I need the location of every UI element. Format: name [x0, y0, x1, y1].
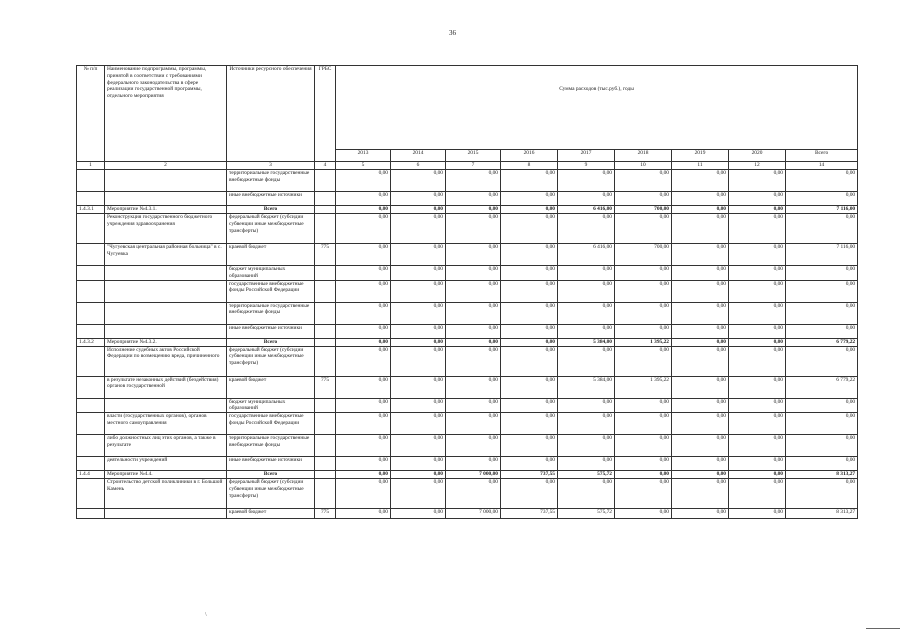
row-grbs: 775	[315, 244, 336, 266]
row-value: 0,00	[446, 266, 501, 281]
row-name	[105, 192, 227, 206]
row-value: 0,00	[446, 479, 501, 509]
row-value: 0,00	[501, 192, 558, 206]
row-number	[77, 509, 105, 519]
row-value: 0,00	[672, 346, 729, 376]
row-value: 0,00	[336, 206, 391, 214]
row-value: 0,00	[501, 244, 558, 266]
column-number: 6	[391, 162, 446, 170]
row-number	[77, 192, 105, 206]
scan-dash	[866, 628, 900, 629]
row-grbs	[315, 192, 336, 206]
row-value: 0,00	[729, 471, 786, 479]
row-value: 0,00	[336, 398, 391, 413]
row-value: 0,00	[446, 346, 501, 376]
row-number	[77, 170, 105, 192]
column-number: 14	[786, 162, 858, 170]
row-source: краевой бюджет	[227, 376, 315, 398]
column-number: 9	[558, 162, 615, 170]
row-value: 6 779,22	[786, 338, 858, 346]
row-value: 0,00	[615, 266, 672, 281]
row-value: 0,00	[729, 435, 786, 457]
row-value: 0,00	[558, 170, 615, 192]
row-value: 737,55	[501, 471, 558, 479]
row-number	[77, 244, 105, 266]
row-value: 0,00	[558, 346, 615, 376]
row-value: 0,00	[615, 435, 672, 457]
table-row	[77, 435, 858, 457]
row-number	[77, 214, 105, 244]
header-year-1: 2014	[391, 150, 446, 162]
row-number	[77, 266, 105, 281]
row-name	[105, 509, 227, 519]
row-value: 0,00	[672, 509, 729, 519]
row-value: 0,00	[501, 457, 558, 471]
row-grbs	[315, 324, 336, 338]
row-value: 0,00	[615, 170, 672, 192]
row-value: 0,00	[672, 266, 729, 281]
row-number	[77, 324, 105, 338]
table-row	[77, 266, 858, 281]
row-value: 0,00	[615, 302, 672, 324]
row-value: 0,00	[729, 338, 786, 346]
row-source: территориальные государственные внебюджетные фонды	[227, 302, 315, 324]
row-value: 0,00	[786, 266, 858, 281]
row-number: 1.4.3.2	[77, 338, 105, 346]
row-grbs	[315, 214, 336, 244]
row-value: 0,00	[391, 479, 446, 509]
row-value: 0,00	[672, 302, 729, 324]
table-row	[77, 214, 858, 244]
row-grbs	[315, 457, 336, 471]
row-value: 7 116,00	[786, 206, 858, 214]
row-value: 0,00	[672, 413, 729, 435]
row-value: 0,00	[558, 398, 615, 413]
row-value: 0,00	[615, 280, 672, 302]
row-value: 0,00	[336, 266, 391, 281]
header-year-6: 2019	[672, 150, 729, 162]
row-number: 1.4.3.1	[77, 206, 105, 214]
row-name	[105, 302, 227, 324]
row-number	[77, 346, 105, 376]
row-value: 0,00	[672, 206, 729, 214]
row-value: 0,00	[558, 302, 615, 324]
row-value: 0,00	[501, 206, 558, 214]
row-value: 0,00	[336, 280, 391, 302]
row-value: 1 395,22	[615, 376, 672, 398]
column-number: 2	[105, 162, 227, 170]
row-value: 0,00	[501, 280, 558, 302]
row-value: 0,00	[336, 346, 391, 376]
row-grbs	[315, 170, 336, 192]
table-row	[77, 413, 858, 435]
header-year-4: 2017	[558, 150, 615, 162]
row-value: 0,00	[501, 376, 558, 398]
row-value: 0,00	[729, 266, 786, 281]
table-row	[77, 302, 858, 324]
row-value: 0,00	[786, 435, 858, 457]
row-source: Всего	[227, 206, 315, 214]
column-number: 4	[315, 162, 336, 170]
row-value: 0,00	[391, 435, 446, 457]
row-value: 0,00	[615, 413, 672, 435]
table-row	[77, 192, 858, 206]
row-name	[105, 170, 227, 192]
row-value: 0,00	[391, 170, 446, 192]
row-value: 0,00	[391, 266, 446, 281]
row-value: 0,00	[501, 346, 558, 376]
row-grbs	[315, 302, 336, 324]
header-grbs: ГРБС	[315, 66, 336, 162]
column-number: 3	[227, 162, 315, 170]
column-number: 8	[501, 162, 558, 170]
row-value: 0,00	[391, 398, 446, 413]
column-number: 1	[77, 162, 105, 170]
row-value: 0,00	[391, 206, 446, 214]
row-value: 0,00	[336, 435, 391, 457]
row-number	[77, 302, 105, 324]
row-value: 0,00	[729, 170, 786, 192]
column-number: 10	[615, 162, 672, 170]
column-number: 5	[336, 162, 391, 170]
row-value: 0,00	[672, 479, 729, 509]
row-name: Мероприятие №4.4.	[105, 471, 227, 479]
row-grbs	[315, 479, 336, 509]
row-value: 0,00	[672, 192, 729, 206]
header-year-0: 2013	[336, 150, 391, 162]
row-value: 8 313,27	[786, 509, 858, 519]
row-grbs	[315, 413, 336, 435]
row-value: 0,00	[501, 479, 558, 509]
row-name: деятельности учреждений	[105, 457, 227, 471]
row-value: 0,00	[615, 471, 672, 479]
header-sum: Сумма расходов (тыс.руб.), годы	[336, 66, 858, 150]
row-value: 0,00	[558, 457, 615, 471]
row-value: 0,00	[729, 214, 786, 244]
table-row	[77, 346, 858, 376]
row-value: 6 779,22	[786, 376, 858, 398]
row-source: краевой бюджет	[227, 509, 315, 519]
table-row	[77, 471, 858, 479]
row-value: 0,00	[672, 338, 729, 346]
row-value: 0,00	[391, 324, 446, 338]
row-value: 0,00	[336, 324, 391, 338]
row-value: 0,00	[786, 192, 858, 206]
row-value: 0,00	[391, 280, 446, 302]
row-value: 0,00	[672, 244, 729, 266]
row-source: территориальные государственные внебюджетные фонды	[227, 435, 315, 457]
row-source: территориальные государственные внебюджетные фонды	[227, 170, 315, 192]
row-value: 0,00	[615, 457, 672, 471]
row-value: 0,00	[336, 192, 391, 206]
row-value: 0,00	[391, 346, 446, 376]
header-year-7: 2020	[729, 150, 786, 162]
header-name: Наименование подпрограммы, программы, принятой в соответствии с требованиями федерального законодательства в сфере реализации государственной программы, отдельного мероприятия	[105, 66, 227, 162]
row-value: 6 416,00	[558, 206, 615, 214]
header-year-5: 2018	[615, 150, 672, 162]
row-value: 0,00	[501, 324, 558, 338]
row-value: 0,00	[446, 280, 501, 302]
row-value: 0,00	[446, 435, 501, 457]
table-row	[77, 324, 858, 338]
row-name	[105, 280, 227, 302]
row-value: 737,55	[501, 509, 558, 519]
row-source: иные внебюджетные источники	[227, 192, 315, 206]
row-source: иные внебюджетные источники	[227, 324, 315, 338]
row-value: 0,00	[336, 376, 391, 398]
row-name: власти (государственных органов), органов местного самоуправления	[105, 413, 227, 435]
table-row	[77, 280, 858, 302]
row-value: 0,00	[336, 457, 391, 471]
row-value: 0,00	[729, 244, 786, 266]
row-value: 0,00	[558, 214, 615, 244]
row-value: 5 384,00	[558, 376, 615, 398]
row-value: 0,00	[615, 346, 672, 376]
row-value: 0,00	[501, 170, 558, 192]
table-row	[77, 170, 858, 192]
row-source: иные внебюджетные источники	[227, 457, 315, 471]
row-name: Исполнение судебных актов Российской Федерации по возмещению вреда, причиненного	[105, 346, 227, 376]
row-value: 0,00	[336, 509, 391, 519]
row-value: 0,00	[336, 244, 391, 266]
row-value: 0,00	[336, 302, 391, 324]
row-grbs	[315, 338, 336, 346]
row-value: 0,00	[672, 214, 729, 244]
row-grbs: 775	[315, 376, 336, 398]
row-value: 0,00	[446, 338, 501, 346]
row-value: 0,00	[558, 435, 615, 457]
row-value: 0,00	[558, 192, 615, 206]
row-value: 0,00	[786, 413, 858, 435]
row-value: 0,00	[446, 398, 501, 413]
row-value: 0,00	[615, 479, 672, 509]
row-number	[77, 479, 105, 509]
row-source: Всего	[227, 471, 315, 479]
row-value: 0,00	[446, 244, 501, 266]
row-value: 0,00	[446, 192, 501, 206]
row-number	[77, 457, 105, 471]
row-value: 7 116,00	[786, 244, 858, 266]
row-value: 0,00	[336, 214, 391, 244]
scan-mark: \	[205, 612, 207, 618]
row-name	[105, 266, 227, 281]
row-grbs	[315, 398, 336, 413]
row-grbs	[315, 206, 336, 214]
row-number: 1.4.4	[77, 471, 105, 479]
row-value: 0,00	[446, 214, 501, 244]
row-value: 0,00	[672, 457, 729, 471]
budget-table	[76, 65, 858, 519]
row-source: государственные внебюджетные фонды Российской Федерации	[227, 413, 315, 435]
page-number: 36	[449, 29, 456, 37]
row-value: 0,00	[501, 302, 558, 324]
row-value: 0,00	[391, 457, 446, 471]
row-value: 0,00	[672, 398, 729, 413]
row-value: 575,72	[558, 471, 615, 479]
row-value: 0,00	[729, 509, 786, 519]
row-value: 8 313,27	[786, 471, 858, 479]
table-row	[77, 244, 858, 266]
row-value: 0,00	[615, 324, 672, 338]
row-source: краевой бюджет	[227, 244, 315, 266]
table-row	[77, 338, 858, 346]
row-value: 0,00	[729, 376, 786, 398]
row-name	[105, 324, 227, 338]
row-grbs: 775	[315, 509, 336, 519]
row-value: 0,00	[729, 413, 786, 435]
header-year-2: 2015	[446, 150, 501, 162]
row-name: Мероприятие №4.3.2.	[105, 338, 227, 346]
header-num: № п/п	[77, 66, 105, 162]
row-value: 0,00	[672, 324, 729, 338]
row-value: 0,00	[391, 376, 446, 398]
row-value: 0,00	[786, 479, 858, 509]
row-value: 700,00	[615, 244, 672, 266]
row-number	[77, 376, 105, 398]
row-value: 0,00	[446, 302, 501, 324]
row-value: 0,00	[336, 338, 391, 346]
row-value: 0,00	[786, 457, 858, 471]
row-value: 0,00	[391, 471, 446, 479]
row-source: Всего	[227, 338, 315, 346]
row-grbs	[315, 471, 336, 479]
row-grbs	[315, 280, 336, 302]
row-number	[77, 398, 105, 413]
row-value: 700,00	[615, 206, 672, 214]
row-value: 0,00	[501, 266, 558, 281]
row-value: 0,00	[501, 214, 558, 244]
table-row	[77, 509, 858, 519]
row-value: 0,00	[786, 214, 858, 244]
column-number: 11	[672, 162, 729, 170]
row-value: 0,00	[729, 324, 786, 338]
row-value: 0,00	[672, 435, 729, 457]
table-row	[77, 206, 858, 214]
row-name: либо должностных лиц этих органов, а также в результате	[105, 435, 227, 457]
row-source: федеральный бюджет (субсидии субвенции иные межбюджетные трансферты)	[227, 346, 315, 376]
row-value: 0,00	[446, 413, 501, 435]
row-value: 0,00	[391, 413, 446, 435]
row-grbs	[315, 435, 336, 457]
row-name: Реконструкция государственного бюджетного учреждения здравоохранения	[105, 214, 227, 244]
column-number: 12	[729, 162, 786, 170]
row-name: Строительство детской поликлиники в г. Большой Камень	[105, 479, 227, 509]
row-name: Мероприятие №4.3.1.	[105, 206, 227, 214]
table-row	[77, 376, 858, 398]
row-value: 575,72	[558, 509, 615, 519]
row-value: 0,00	[729, 346, 786, 376]
row-value: 0,00	[391, 214, 446, 244]
row-name: в результате незаконных действий (бездействия) органов государственной	[105, 376, 227, 398]
row-value: 0,00	[615, 214, 672, 244]
row-value: 0,00	[672, 376, 729, 398]
row-value: 0,00	[501, 338, 558, 346]
row-value: 0,00	[615, 398, 672, 413]
row-value: 0,00	[391, 338, 446, 346]
row-value: 0,00	[558, 266, 615, 281]
row-value: 0,00	[786, 346, 858, 376]
table-row	[77, 457, 858, 471]
row-source: федеральный бюджет (субсидии субвенции иные межбюджетные трансферты)	[227, 214, 315, 244]
row-value: 5 384,00	[558, 338, 615, 346]
row-value: 0,00	[446, 170, 501, 192]
row-value: 0,00	[729, 398, 786, 413]
header-year-8: Всего	[786, 150, 858, 162]
row-value: 6 416,00	[558, 244, 615, 266]
column-number: 7	[446, 162, 501, 170]
row-source: федеральный бюджет (субсидии субвенции иные межбюджетные трансферты)	[227, 479, 315, 509]
row-source: бюджет муниципальных образований	[227, 266, 315, 281]
row-value: 0,00	[336, 471, 391, 479]
row-value: 0,00	[446, 457, 501, 471]
row-grbs	[315, 346, 336, 376]
row-value: 0,00	[446, 324, 501, 338]
row-number	[77, 413, 105, 435]
row-source: государственные внебюджетные фонды Российской Федерации	[227, 280, 315, 302]
header-year-3: 2016	[501, 150, 558, 162]
row-value: 0,00	[501, 413, 558, 435]
row-value: 0,00	[729, 302, 786, 324]
row-value: 0,00	[558, 324, 615, 338]
row-value: 0,00	[336, 413, 391, 435]
row-value: 0,00	[672, 170, 729, 192]
row-value: 0,00	[786, 170, 858, 192]
row-name: "Чугуевская центральная районная больница" в с. Чугуевка	[105, 244, 227, 266]
row-value: 0,00	[786, 398, 858, 413]
row-value: 0,00	[786, 280, 858, 302]
row-value: 0,00	[672, 280, 729, 302]
row-source: бюджет муниципальных образований	[227, 398, 315, 413]
row-value: 0,00	[786, 324, 858, 338]
table-row	[77, 479, 858, 509]
row-value: 7 000,00	[446, 509, 501, 519]
row-value: 0,00	[501, 398, 558, 413]
row-value: 0,00	[558, 479, 615, 509]
row-value: 0,00	[729, 280, 786, 302]
row-value: 0,00	[729, 206, 786, 214]
row-value: 0,00	[391, 509, 446, 519]
row-value: 0,00	[729, 192, 786, 206]
row-name	[105, 398, 227, 413]
row-value: 7 000,00	[446, 471, 501, 479]
row-value: 0,00	[391, 244, 446, 266]
row-value: 0,00	[729, 457, 786, 471]
row-grbs	[315, 266, 336, 281]
table-row	[77, 398, 858, 413]
row-number	[77, 280, 105, 302]
row-value: 0,00	[615, 192, 672, 206]
row-value: 0,00	[501, 435, 558, 457]
row-value: 0,00	[672, 471, 729, 479]
row-value: 0,00	[336, 170, 391, 192]
row-value: 0,00	[558, 280, 615, 302]
header-source: Источники ресурсного обеспечения	[227, 66, 315, 162]
row-value: 0,00	[729, 479, 786, 509]
row-value: 0,00	[558, 413, 615, 435]
row-value: 0,00	[391, 192, 446, 206]
row-number	[77, 435, 105, 457]
row-value: 0,00	[336, 479, 391, 509]
row-value: 0,00	[446, 206, 501, 214]
row-value: 0,00	[615, 509, 672, 519]
row-value: 0,00	[391, 302, 446, 324]
row-value: 0,00	[786, 302, 858, 324]
row-value: 0,00	[446, 376, 501, 398]
row-value: 1 395,22	[615, 338, 672, 346]
